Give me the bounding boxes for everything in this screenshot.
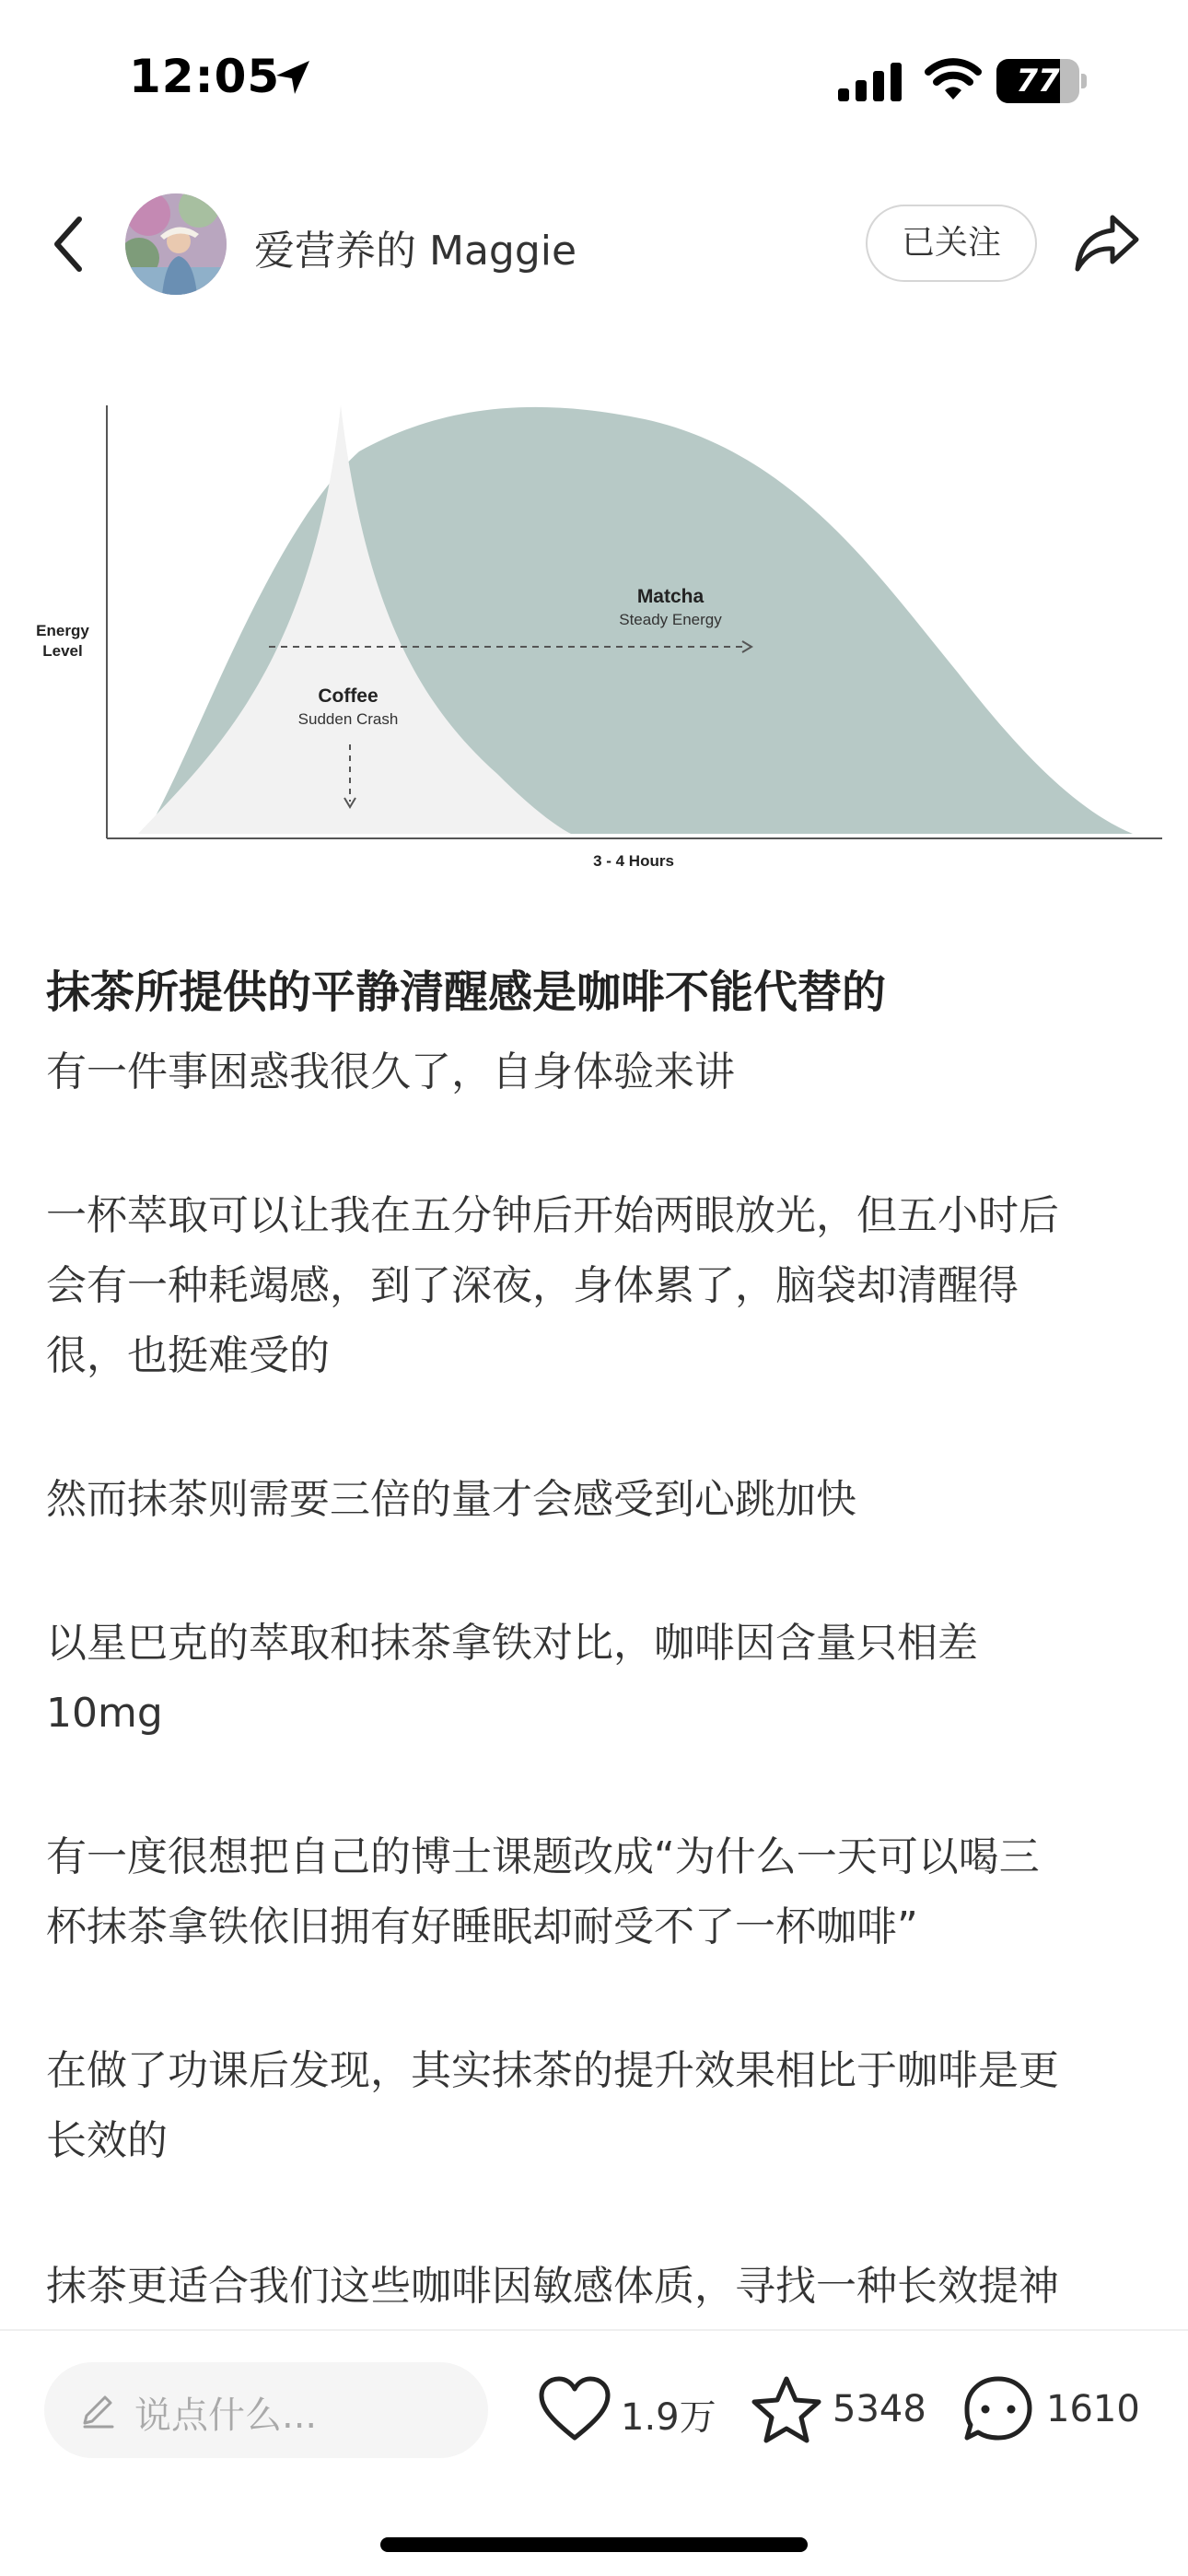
comment-count: 1610	[1046, 2388, 1140, 2430]
paragraph-4-line-1: 以星巴克的萃取和抹茶拿铁对比，咖啡因含量只相差	[46, 1620, 978, 1667]
status-bar	[0, 0, 1188, 161]
paragraph-2-line-3: 很，也挺难受的	[46, 1332, 330, 1379]
x-axis-label: 3 - 4 Hours	[593, 852, 674, 870]
y-axis-label-line1: Energy	[36, 622, 89, 639]
comment-bubble-icon	[961, 2375, 1035, 2445]
status-time: 12:05	[129, 50, 281, 103]
back-chevron-icon[interactable]	[46, 212, 92, 276]
coffee-sublabel: Sudden Crash	[297, 710, 399, 728]
follow-button[interactable]: 已关注	[866, 205, 1037, 282]
heart-icon	[538, 2375, 611, 2445]
paragraph-2-line-2: 会有一种耗竭感，到了深夜，身体累了，脑袋却清醒得	[46, 1262, 1019, 1309]
author-name[interactable]: 爱营养的 Maggie	[254, 228, 577, 275]
paragraph-7: 抹茶更适合我们这些咖啡因敏感体质，寻找一种长效提神	[46, 2263, 1059, 2310]
paragraph-6-line-1: 在做了功课后发现，其实抹茶的提升效果相比于咖啡是更	[46, 2047, 1059, 2094]
matcha-sublabel: Steady Energy	[619, 611, 722, 628]
battery-body	[996, 59, 1079, 103]
home-indicator	[380, 2537, 808, 2552]
paragraph-6-line-2: 长效的	[46, 2117, 168, 2164]
paragraph-1: 有一件事困惑我很久了，自身体验来讲	[46, 1048, 735, 1095]
battery-percent: 77	[1016, 63, 1060, 100]
favorite-count: 5348	[833, 2388, 926, 2430]
comment-placeholder: 说点什么...	[134, 2395, 318, 2437]
wifi-icon	[925, 57, 982, 101]
author-avatar[interactable]	[125, 193, 227, 295]
paragraph-5-line-1: 有一度很想把自己的博士课题改成“为什么一天可以喝三	[46, 1833, 1040, 1880]
paragraph-4-line-2: 10mg	[46, 1690, 163, 1737]
comment-input[interactable]	[44, 2362, 488, 2458]
like-button[interactable]	[538, 2370, 722, 2453]
y-axis-label-line2: Level	[42, 642, 83, 660]
paragraph-5-line-2: 杯抹茶拿铁依旧拥有好睡眠却耐受不了一杯咖啡”	[46, 1903, 918, 1950]
battery-indicator	[996, 59, 1087, 103]
pencil-icon	[77, 2390, 118, 2430]
share-icon[interactable]	[1072, 210, 1142, 276]
coffee-label: Coffee	[318, 685, 379, 707]
post-header	[0, 184, 1188, 304]
paragraph-2-line-1: 一杯萃取可以让我在五分钟后开始两眼放光，但五小时后	[46, 1192, 1059, 1239]
energy-chart	[0, 369, 1188, 894]
star-icon	[750, 2375, 823, 2445]
energy-chart-svg	[0, 369, 1188, 894]
paragraph-3: 然而抹茶则需要三倍的量才会感受到心跳加快	[46, 1476, 856, 1523]
avatar-photo	[125, 193, 227, 295]
favorite-button[interactable]	[750, 2370, 934, 2453]
post-title: 抹茶所提供的平静清醒感是咖啡不能代替的	[46, 966, 887, 1018]
location-arrow-icon	[273, 57, 313, 98]
cellular-signal-icon	[838, 63, 903, 101]
matcha-label: Matcha	[636, 586, 705, 607]
comment-button[interactable]	[961, 2370, 1146, 2453]
like-count: 1.9万	[621, 2396, 716, 2439]
battery-cap	[1081, 74, 1087, 88]
